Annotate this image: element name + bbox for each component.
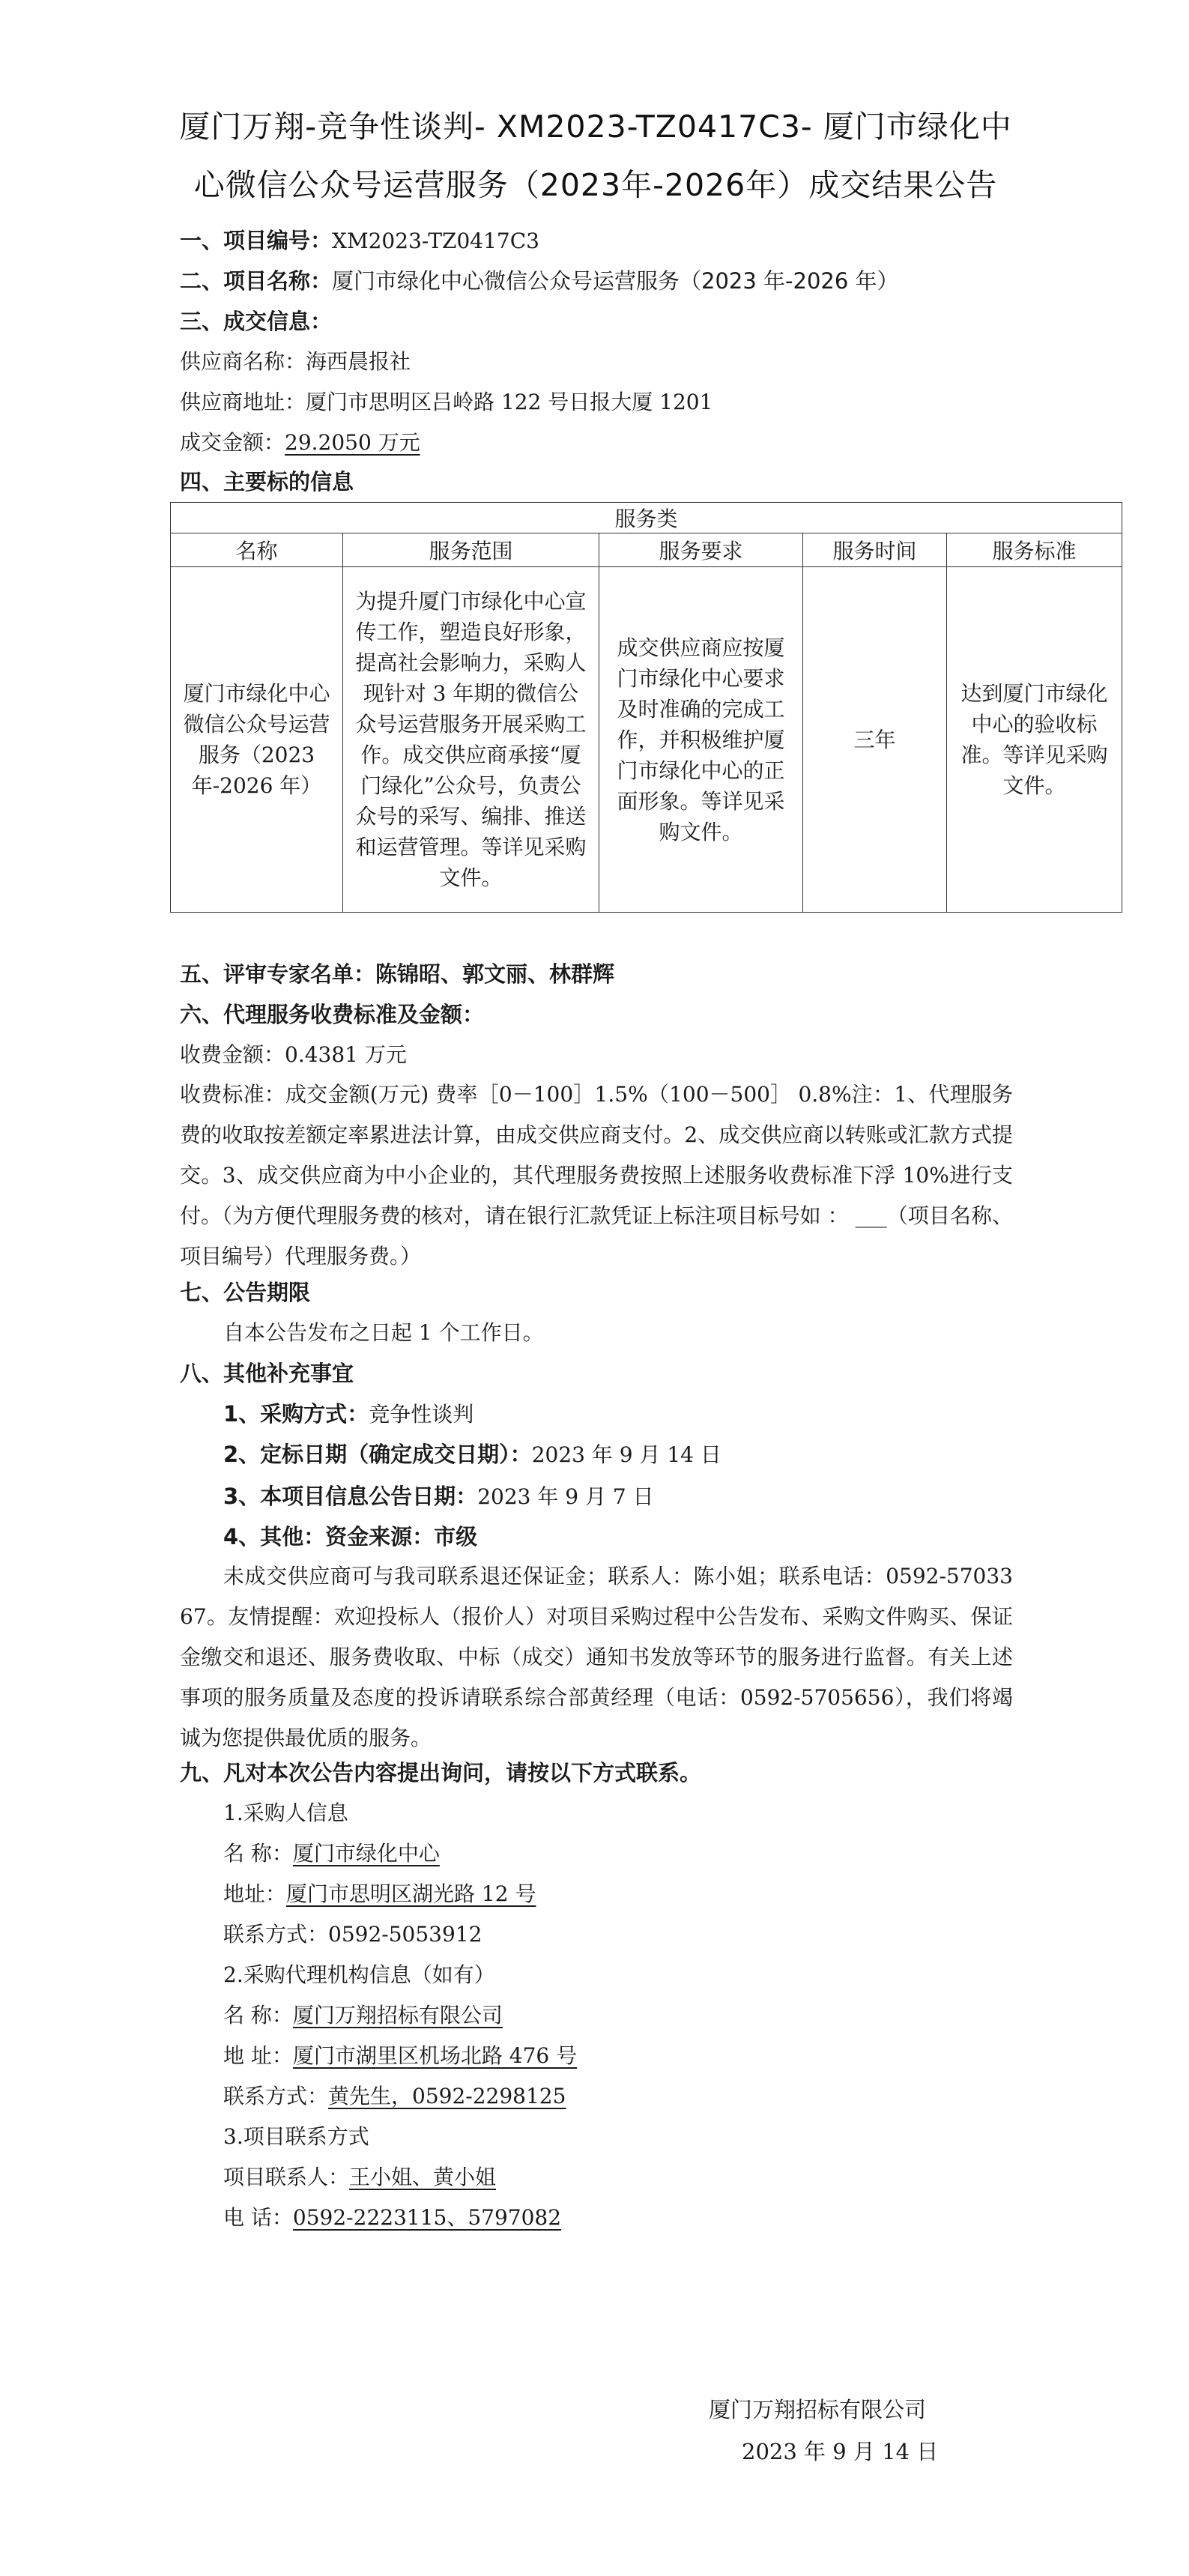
project-phone-label: 电 话： (223, 2205, 293, 2230)
purchaser-contact-value: 0592-5053912 (328, 1922, 482, 1947)
signature-date: 2023 年 9 月 14 日 (742, 2439, 939, 2464)
table-header-scope: 服务范围 (343, 533, 599, 567)
project-number-label: 一、项目编号： (180, 228, 333, 253)
main-items-heading: 四、主要标的信息 (180, 469, 354, 495)
project-phone-value: 0592-2223115、5797082 (292, 2205, 562, 2230)
deal-info-heading: 三、成交信息： (180, 309, 333, 334)
supplementary-note: 未成交供应商可与我司联系退还保证金；联系人：陈小姐；联系电话：0592-5703367。友情提醒：欢迎投标人（报价人）对项目采购过程中公告发布、采购文件购买、保证金缴交和退还、服务费收取、中标（成交）通知书发放等环节的服务进行监督。有关上述事项的服务质量及态度的投诉请联系综合部黄经理（电话：0592-5705656），我们将竭诚为您提供最优质的服务。 (180, 1564, 1013, 1750)
table-header-requirement: 服务要求 (599, 533, 803, 567)
project-contact-title: 3.项目联系方式 (223, 2124, 369, 2149)
project-name-value: 厦门市绿化中心微信公众号运营服务（2023 年-2026 年） (332, 268, 899, 294)
procurement-method-row (223, 1399, 474, 1430)
project-person-label: 项目联系人： (223, 2165, 350, 2189)
experts-row: 五、评审专家名单：陈锦昭、郭文丽、林群辉 (180, 961, 615, 987)
deal-amount-row (180, 428, 420, 458)
procurement-method-label: 1、采购方式： (223, 1401, 369, 1427)
title-line-2: 心微信公众号运营服务（2023年-2026年）成交结果公告 (193, 167, 998, 203)
purchaser-info-title: 1.采购人信息 (223, 1801, 348, 1825)
award-date-row (223, 1439, 721, 1470)
project-person-row (223, 2162, 496, 2192)
supplier-name-row (180, 347, 411, 377)
project-number-value: XM2023-TZ0417C3 (332, 229, 539, 253)
agency-info-title: 2.采购代理机构信息（如有） (223, 1962, 495, 1987)
table-row (171, 567, 1122, 913)
agency-address-label: 地 址： (223, 2043, 293, 2068)
signature-company: 厦门万翔招标有限公司 (709, 2397, 927, 2422)
notice-period-text: 自本公告发布之日起 1 个工作日。 (223, 1320, 544, 1345)
purchaser-contact-label: 联系方式： (223, 1922, 329, 1947)
notice-period-heading: 七、公告期限 (180, 1280, 311, 1305)
fee-standard-paragraph: 收费标准：成交金额(万元) 费率［0－100］1.5%（100－500］ 0.8%注：1、代理服务费的收取按差额定率累进法计算，由成交供应商支付。2、成交供应商以转账或汇款方式提交。3、成交供应商为中小企业的，其代理服务费按照上述服务收费标准下浮 10%进行支付。（为方便代理服务费的核对，请在银行汇款凭证上标注项目标号如 ： ___（项目名称、项目编号）代理服务费。） (180, 1082, 1013, 1269)
supplier-address-row (180, 387, 713, 417)
procurement-method-value: 竞争性谈判 (369, 1402, 474, 1427)
agency-contact-row (223, 2081, 566, 2111)
purchaser-name-value: 厦门市绿化中心 (292, 1841, 440, 1866)
table-header-time: 服务时间 (803, 533, 947, 567)
supplier-address-value: 厦门市思明区吕岭路 122 号日报大厦 1201 (306, 390, 713, 414)
cell-name: 厦门市绿化中心微信公众号运营服务（2023 年-2026 年） (171, 567, 343, 913)
project-name-row (180, 266, 899, 297)
agency-fee-heading: 六、代理服务收费标准及金额： (180, 1002, 485, 1027)
agency-contact-label: 联系方式： (223, 2084, 329, 2108)
table-caption: 服务类 (171, 503, 1122, 533)
deal-amount-value: 29.2050 万元 (285, 430, 420, 455)
award-date-value: 2023 年 9 月 14 日 (531, 1442, 721, 1467)
supplier-name-value: 海西晨报社 (306, 349, 411, 374)
purchaser-name-row (223, 1839, 440, 1869)
project-number-row (180, 226, 539, 256)
purchaser-address-label: 地址： (223, 1881, 287, 1906)
agency-contact-value: 黄先生，0592-2298125 (328, 2084, 566, 2108)
info-date-value: 2023 年 9 月 7 日 (477, 1484, 654, 1509)
agency-name-value: 厦门万翔招标有限公司 (292, 2003, 503, 2028)
contact-heading: 九、凡对本次公告内容提出询问，请按以下方式联系。 (180, 1760, 702, 1786)
title-line-1: 厦门万翔-竞争性谈判- XM2023-TZ0417C3- 厦门市绿化中 (179, 109, 1012, 145)
fee-amount: 收费金额：0.4381 万元 (180, 1042, 407, 1067)
purchaser-contact-row (223, 1920, 482, 1950)
table-header-name: 名称 (171, 533, 343, 567)
table-header-standard: 服务标准 (947, 533, 1122, 567)
agency-name-row (223, 2001, 503, 2031)
supplementary-heading: 八、其他补充事宜 (180, 1361, 354, 1386)
supplier-address-label: 供应商地址： (180, 390, 306, 414)
award-date-label: 2、定标日期（确定成交日期）： (223, 1442, 532, 1467)
cell-requirement: 成交供应商应按厦门市绿化中心要求及时准确的完成工作，并积极维护厦门市绿化中心的正面形象。等详见采购文件。 (599, 567, 803, 913)
project-phone-row (223, 2203, 561, 2233)
info-date-row (223, 1481, 654, 1512)
deal-amount-label: 成交金额： (180, 430, 285, 455)
cell-scope: 为提升厦门市绿化中心宣传工作，塑造良好形象，提高社会影响力，采购人现针对 3 年期的微信公众号运营服务开展采购工作。成交供应商承接“厦门绿化”公众号，负责公众号的采写、编排、推送和运营管理。等详见采购文件。 (343, 567, 599, 913)
info-date-label: 3、本项目信息公告日期： (223, 1484, 478, 1509)
cell-standard: 达到厦门市绿化中心的验收标准。等详见采购文件。 (947, 567, 1122, 913)
supplier-name-label: 供应商名称： (180, 349, 306, 374)
purchaser-address-row (223, 1879, 536, 1909)
agency-address-value: 厦门市湖里区机场北路 476 号 (292, 2043, 578, 2068)
funding-source-row: 4、其他：资金来源：市级 (223, 1524, 478, 1549)
project-name-label: 二、项目名称： (180, 268, 333, 294)
project-person-value: 王小姐、黄小姐 (349, 2165, 497, 2189)
agency-name-label: 名 称： (223, 2003, 293, 2028)
purchaser-address-value: 厦门市思明区湖光路 12 号 (286, 1881, 536, 1906)
purchaser-name-label: 名 称： (223, 1841, 293, 1866)
main-items-table (170, 502, 1122, 913)
cell-time: 三年 (803, 567, 947, 913)
agency-address-row (223, 2041, 577, 2071)
